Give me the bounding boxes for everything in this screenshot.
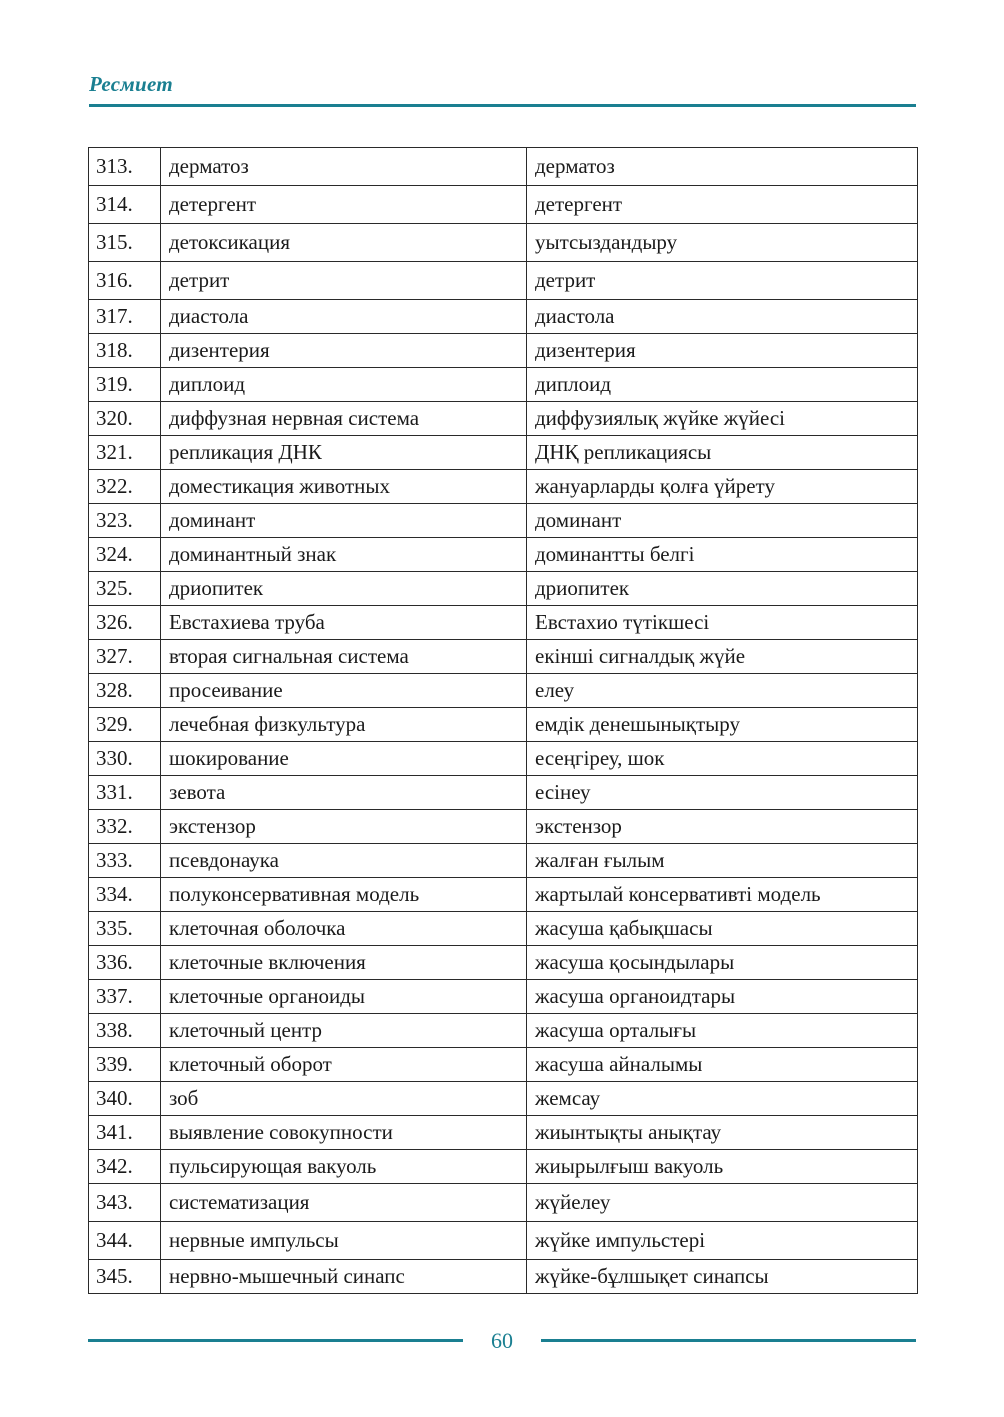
- term-russian-cell: доминант: [161, 504, 527, 538]
- footer-divider-right: [541, 1339, 916, 1342]
- term-russian-cell: клеточный оборот: [161, 1048, 527, 1082]
- table-row: [89, 470, 918, 504]
- term-number-cell: 314.: [89, 186, 161, 224]
- term-kazakh-cell: есінеу: [527, 776, 918, 810]
- term-russian-cell: клеточные включения: [161, 946, 527, 980]
- term-kazakh-cell: есеңгіреу, шок: [527, 742, 918, 776]
- term-russian-cell: диплоид: [161, 368, 527, 402]
- table-row: [89, 504, 918, 538]
- table-row: [89, 878, 918, 912]
- term-kazakh-cell: жасуша қосындылары: [527, 946, 918, 980]
- term-number-cell: 322.: [89, 470, 161, 504]
- term-russian-cell: выявление совокупности: [161, 1116, 527, 1150]
- term-number-cell: 340.: [89, 1082, 161, 1116]
- term-kazakh-cell: жемсау: [527, 1082, 918, 1116]
- table-row: [89, 946, 918, 980]
- term-russian-cell: детергент: [161, 186, 527, 224]
- term-number-cell: 327.: [89, 640, 161, 674]
- term-russian-cell: вторая сигнальная система: [161, 640, 527, 674]
- table-row: [89, 810, 918, 844]
- term-kazakh-cell: детергент: [527, 186, 918, 224]
- term-russian-cell: детоксикация: [161, 224, 527, 262]
- term-russian-cell: шокирование: [161, 742, 527, 776]
- term-number-cell: 330.: [89, 742, 161, 776]
- term-kazakh-cell: жүйке импульстері: [527, 1222, 918, 1260]
- term-russian-cell: просеивание: [161, 674, 527, 708]
- term-kazakh-cell: диастола: [527, 300, 918, 334]
- term-number-cell: 325.: [89, 572, 161, 606]
- table-row: [89, 334, 918, 368]
- term-kazakh-cell: жануарларды қолға үйрету: [527, 470, 918, 504]
- term-kazakh-cell: жүйке-бұлшықет синапсы: [527, 1260, 918, 1294]
- term-kazakh-cell: жасуша орталығы: [527, 1014, 918, 1048]
- table-row: [89, 674, 918, 708]
- table-row: [89, 1014, 918, 1048]
- term-russian-cell: клеточная оболочка: [161, 912, 527, 946]
- table-row: [89, 776, 918, 810]
- term-kazakh-cell: экстензор: [527, 810, 918, 844]
- term-kazakh-cell: жалған ғылым: [527, 844, 918, 878]
- term-number-cell: 316.: [89, 262, 161, 300]
- table-row: [89, 148, 918, 186]
- term-number-cell: 339.: [89, 1048, 161, 1082]
- table-row: [89, 1222, 918, 1260]
- term-kazakh-cell: ДНҚ репликациясы: [527, 436, 918, 470]
- table-row: [89, 742, 918, 776]
- term-russian-cell: доместикация животных: [161, 470, 527, 504]
- table-row: [89, 402, 918, 436]
- term-russian-cell: Евстахиева труба: [161, 606, 527, 640]
- table-row: [89, 1048, 918, 1082]
- term-kazakh-cell: доминантты белгі: [527, 538, 918, 572]
- term-kazakh-cell: жасуша органоидтары: [527, 980, 918, 1014]
- term-russian-cell: нервные импульсы: [161, 1222, 527, 1260]
- term-russian-cell: клеточный центр: [161, 1014, 527, 1048]
- table-row: [89, 436, 918, 470]
- term-number-cell: 341.: [89, 1116, 161, 1150]
- term-number-cell: 315.: [89, 224, 161, 262]
- term-kazakh-cell: елеу: [527, 674, 918, 708]
- glossary-table-body: [89, 148, 918, 1294]
- term-kazakh-cell: доминант: [527, 504, 918, 538]
- term-russian-cell: дизентерия: [161, 334, 527, 368]
- term-number-cell: 313.: [89, 148, 161, 186]
- term-russian-cell: полуконсервативная модель: [161, 878, 527, 912]
- table-row: [89, 980, 918, 1014]
- table-row: [89, 538, 918, 572]
- page-number: 60: [491, 1328, 513, 1353]
- term-number-cell: 320.: [89, 402, 161, 436]
- table-row: [89, 1116, 918, 1150]
- term-number-cell: 335.: [89, 912, 161, 946]
- table-row: [89, 1260, 918, 1294]
- table-row: [89, 640, 918, 674]
- term-russian-cell: псевдонаука: [161, 844, 527, 878]
- running-header-title: Ресмиет: [89, 72, 173, 96]
- term-russian-cell: дриопитек: [161, 572, 527, 606]
- term-russian-cell: доминантный знак: [161, 538, 527, 572]
- term-number-cell: 323.: [89, 504, 161, 538]
- term-number-cell: 343.: [89, 1184, 161, 1222]
- term-number-cell: 336.: [89, 946, 161, 980]
- table-row: [89, 572, 918, 606]
- term-kazakh-cell: емдік денешынықтыру: [527, 708, 918, 742]
- term-number-cell: 338.: [89, 1014, 161, 1048]
- term-kazakh-cell: жартылай консервативті модель: [527, 878, 918, 912]
- term-number-cell: 345.: [89, 1260, 161, 1294]
- term-number-cell: 329.: [89, 708, 161, 742]
- term-russian-cell: лечебная физкультура: [161, 708, 527, 742]
- term-number-cell: 332.: [89, 810, 161, 844]
- term-russian-cell: систематизация: [161, 1184, 527, 1222]
- term-number-cell: 328.: [89, 674, 161, 708]
- term-number-cell: 321.: [89, 436, 161, 470]
- term-kazakh-cell: уытсыздандыру: [527, 224, 918, 262]
- term-russian-cell: нервно-мышечный синапс: [161, 1260, 527, 1294]
- glossary-table: [88, 147, 918, 1294]
- term-kazakh-cell: дриопитек: [527, 572, 918, 606]
- term-kazakh-cell: дерматоз: [527, 148, 918, 186]
- term-number-cell: 326.: [89, 606, 161, 640]
- term-kazakh-cell: жасуша айналымы: [527, 1048, 918, 1082]
- term-kazakh-cell: диффузиялық жүйке жүйесі: [527, 402, 918, 436]
- footer-divider-left: [88, 1339, 463, 1342]
- term-russian-cell: диффузная нервная система: [161, 402, 527, 436]
- table-row: [89, 708, 918, 742]
- term-russian-cell: детрит: [161, 262, 527, 300]
- term-number-cell: 318.: [89, 334, 161, 368]
- term-kazakh-cell: жиынтықты анықтау: [527, 1116, 918, 1150]
- term-kazakh-cell: жүйелеу: [527, 1184, 918, 1222]
- term-kazakh-cell: жиырылғыш вакуоль: [527, 1150, 918, 1184]
- table-row: [89, 606, 918, 640]
- term-number-cell: 319.: [89, 368, 161, 402]
- header-divider: [89, 104, 916, 107]
- term-russian-cell: дерматоз: [161, 148, 527, 186]
- table-row: [89, 844, 918, 878]
- table-row: [89, 1150, 918, 1184]
- term-number-cell: 317.: [89, 300, 161, 334]
- term-kazakh-cell: дизентерия: [527, 334, 918, 368]
- term-kazakh-cell: Евстахио түтікшесі: [527, 606, 918, 640]
- table-row: [89, 186, 918, 224]
- table-row: [89, 1184, 918, 1222]
- table-row: [89, 224, 918, 262]
- term-number-cell: 324.: [89, 538, 161, 572]
- term-russian-cell: экстензор: [161, 810, 527, 844]
- term-number-cell: 337.: [89, 980, 161, 1014]
- term-kazakh-cell: жасуша қабықшасы: [527, 912, 918, 946]
- term-number-cell: 334.: [89, 878, 161, 912]
- term-kazakh-cell: детрит: [527, 262, 918, 300]
- table-row: [89, 912, 918, 946]
- term-number-cell: 333.: [89, 844, 161, 878]
- term-number-cell: 344.: [89, 1222, 161, 1260]
- term-russian-cell: клеточные органоиды: [161, 980, 527, 1014]
- table-row: [89, 300, 918, 334]
- term-russian-cell: репликация ДНК: [161, 436, 527, 470]
- term-number-cell: 331.: [89, 776, 161, 810]
- table-row: [89, 1082, 918, 1116]
- term-kazakh-cell: екінші сигналдық жүйе: [527, 640, 918, 674]
- term-russian-cell: пульсирующая вакуоль: [161, 1150, 527, 1184]
- term-number-cell: 342.: [89, 1150, 161, 1184]
- term-kazakh-cell: диплоид: [527, 368, 918, 402]
- table-row: [89, 368, 918, 402]
- term-russian-cell: зевота: [161, 776, 527, 810]
- term-russian-cell: зоб: [161, 1082, 527, 1116]
- term-russian-cell: диастола: [161, 300, 527, 334]
- table-row: [89, 262, 918, 300]
